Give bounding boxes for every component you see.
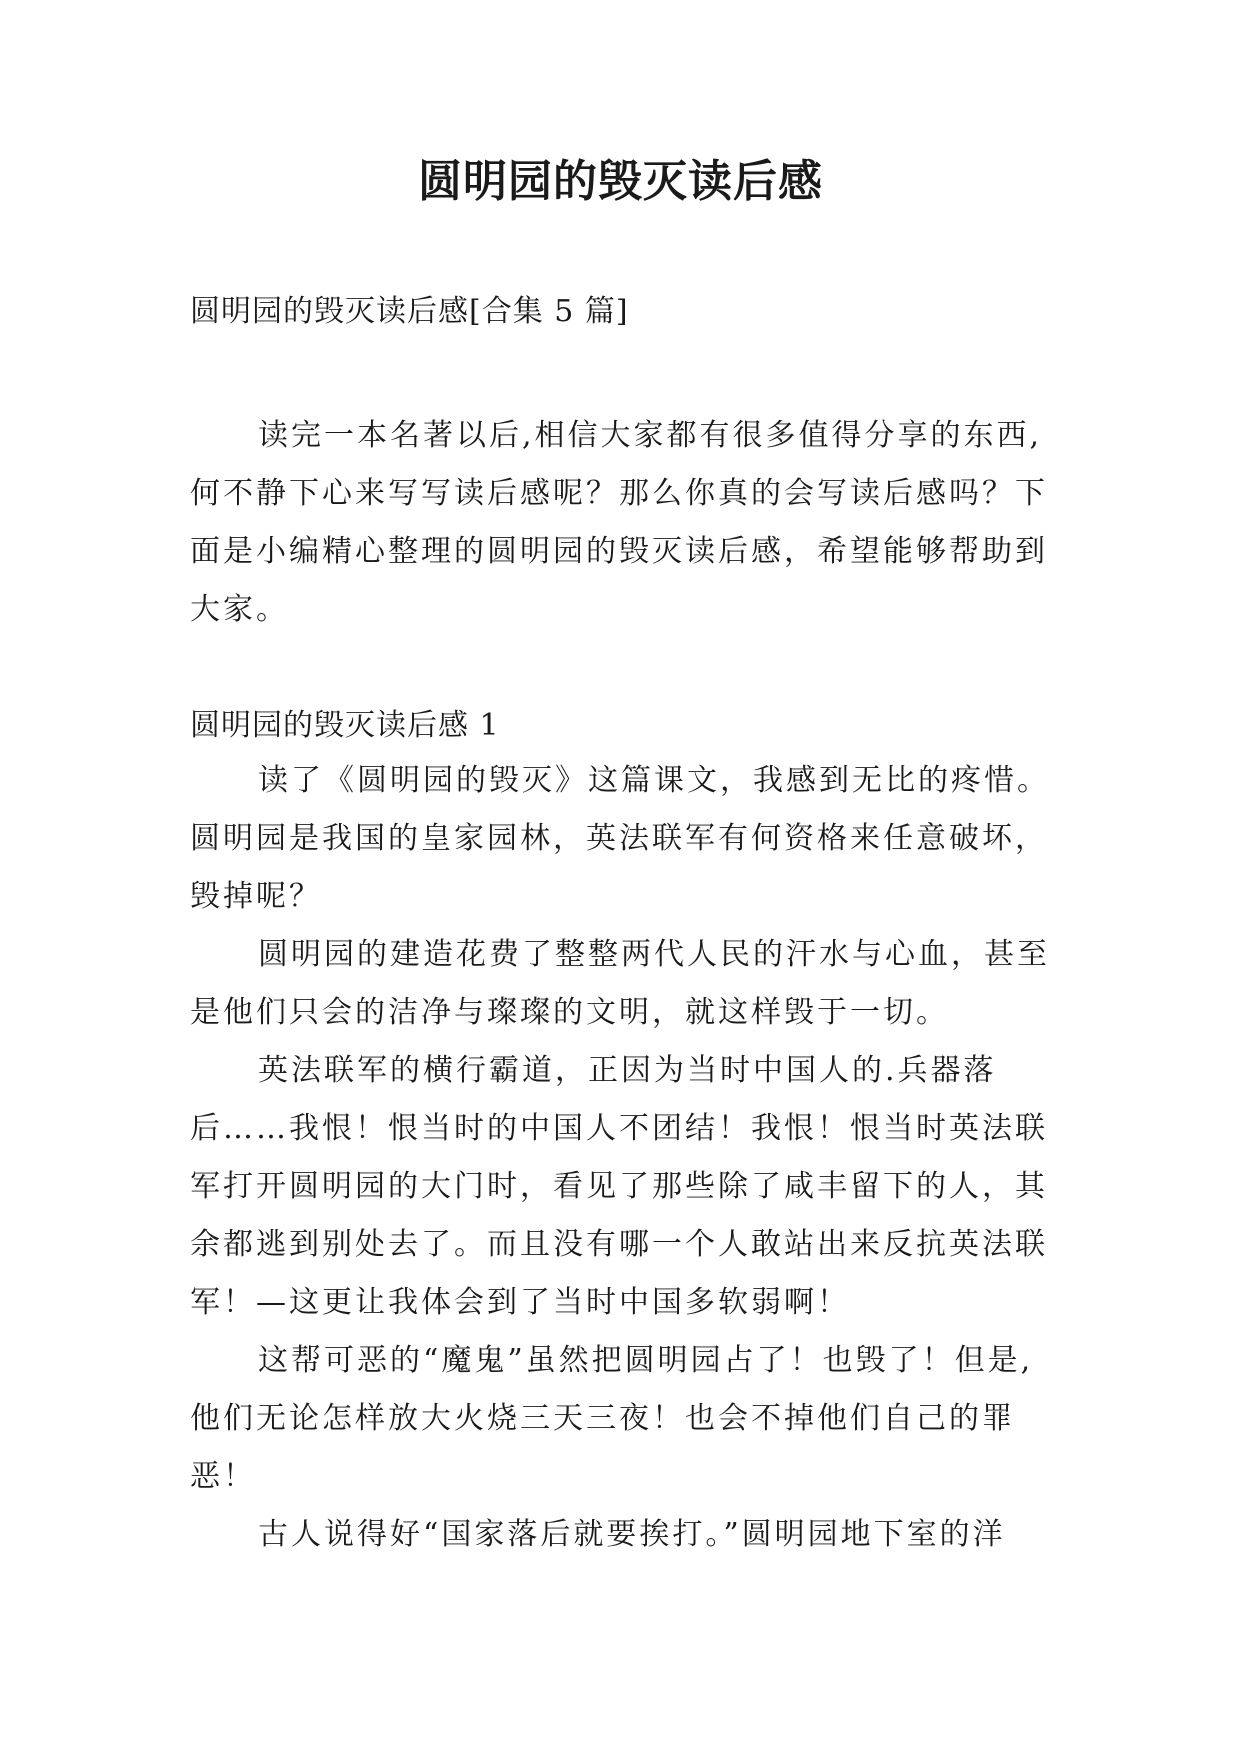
document-subtitle: 圆明园的毁灭读后感[合集 5 篇]	[190, 294, 629, 329]
essay-paragraph-1: 读了《圆明园的毁灭》这篇课文，我感到无比的疼惜。圆明园是我国的皇家园林，英法联军有何资格来任意破坏，毁掉呢？	[190, 763, 1050, 914]
essay-paragraph-3: 英法联军的横行霸道，正因为当时中国人的.兵器落后……我恨！恨当时的中国人不团结！我恨！恨当时英法联军打开圆明园的大门时，看见了那些除了咸丰留下的人，其余都逃到别处去了。而且没有哪一个人敢站出来反抗英法联军！—这更让我体会到了当时中国多软弱啊！	[190, 1053, 1048, 1320]
essay-paragraph-2: 圆明园的建造花费了整整两代人民的汗水与心血，甚至是他们只会的洁净与璨璨的文明，就这样毁于一切。	[190, 937, 1050, 1030]
essay-paragraph-4: 这帮可恶的“魔鬼”虽然把圆明园占了！也毁了！但是,他们无论怎样放大火烧三天三夜！也会不掉他们自己的罪恶！	[190, 1343, 1034, 1494]
page-title: 圆明园的毁灭读后感	[418, 156, 823, 207]
essay-paragraph-5: 古人说得好“国家落后就要挨打。”圆明园地下室的洋	[258, 1517, 1006, 1552]
intro-block	[190, 407, 1050, 639]
section-heading: 圆明园的毁灭读后感 1	[190, 708, 500, 743]
essay-body	[190, 752, 1050, 1564]
intro-paragraph: 读完一本名著以后,相信大家都有很多值得分享的东西,何不静下心来写写读后感呢？那么你真的会写读后感吗？下面是小编精心整理的圆明园的毁灭读后感，希望能够帮助到大家。	[190, 418, 1048, 627]
